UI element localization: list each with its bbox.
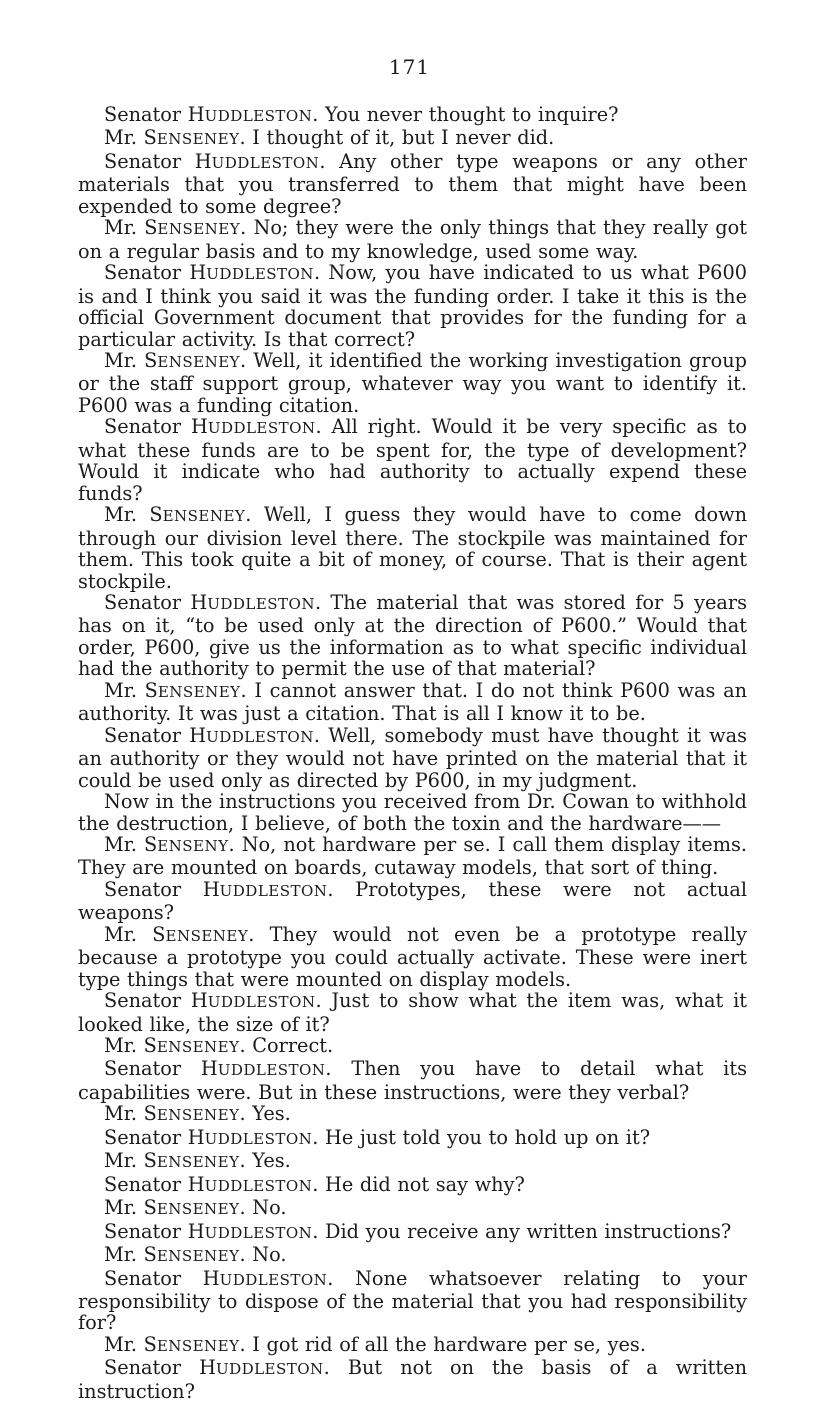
speaker-name: Mr. SENSENEY.	[104, 216, 254, 240]
transcript-paragraph: Mr. SENSENEY. Well, it identified the working investigation group or the staff support group, whatever way you want to identify it. P600 was a funding citation.	[78, 348, 747, 417]
speaker-name: Senator HUDDLESTON.	[104, 590, 331, 614]
speaker-name: Senator HUDDLESTON.	[104, 1266, 356, 1290]
transcript-paragraph: Mr. SENSENEY. No.	[104, 1196, 287, 1220]
transcript-paragraph: Mr. SENSENEY. I got rid of all the hardware per se, yes.	[104, 1332, 646, 1356]
transcript-paragraph: Senator HUDDLESTON. Then you have to detail what its capabilities were. But in these instructions, were they verbal?	[78, 1057, 747, 1104]
transcript-paragraph: Senator HUDDLESTON. Just to show what the item was, what it looked like, the size of it?	[78, 989, 747, 1036]
transcript	[78, 104, 747, 1402]
speaker-name: Mr. SENSENEY.	[104, 922, 270, 946]
transcript-paragraph: Now in the instructions you received from Dr. Cowan to withhold the destruction, I believe, of both the toxin and the hardware——	[78, 790, 747, 835]
speaker-name: Senator HUDDLESTON.	[104, 1057, 352, 1081]
speaker-name: Mr. SENSENEY.	[104, 1149, 253, 1173]
speaker-name: Senator HUDDLESTON.	[104, 103, 326, 126]
speaker-name: Mr. SENSENY.	[104, 832, 242, 856]
transcript-paragraph: Senator HUDDLESTON. But not on the basis of a written instruction?	[78, 1356, 747, 1403]
speaker-name: Senator HUDDLESTON.	[104, 1172, 326, 1196]
transcript-paragraph: Senator HUDDLESTON. You never thought to inquire?	[104, 103, 619, 126]
transcript-paragraph: Mr. SENSENEY. Correct.	[104, 1034, 334, 1058]
speaker-name: Mr. SENSENEY.	[104, 1034, 253, 1058]
transcript-paragraph: Senator HUDDLESTON. Prototypes, these were not actual weapons?	[78, 877, 747, 925]
transcript-paragraph: Mr. SENSENY. No, not hardware per se. I call them display items. They are mounted on boards, cutaway models, that sort of thing.	[78, 832, 748, 880]
speaker-name: Mr. SENSENEY.	[104, 503, 264, 527]
speaker-name: Senator HUDDLESTON.	[104, 149, 340, 173]
transcript-paragraph: Mr. SENSENEY. No.	[104, 1243, 287, 1267]
speaker-name: Mr. SENSENEY.	[104, 348, 254, 372]
transcript-paragraph: Mr. SENSENEY. I thought of it, but I never did.	[104, 126, 555, 150]
speaker-name: Senator HUDDLESTON.	[104, 1356, 348, 1380]
speaker-name: Senator HUDDLESTON.	[104, 723, 329, 747]
transcript-paragraph: Senator HUDDLESTON. Now, you have indicated to us what P600 is and I think you said it was the funding order. I take it this is the official Government document that provides for the funding for a particular activity. Is that correct?	[78, 261, 747, 351]
transcript-paragraph: Mr. SENSENEY. No; they were the only things that they really got on a regular basis and to my knowledge, used some way.	[78, 216, 747, 263]
speaker-name: Senator HUDDLESTON.	[104, 989, 332, 1013]
transcript-paragraph: Mr. SENSENEY. I cannot answer that. I do not think P600 was an authority. It was just a citation. That is all I know it to be.	[78, 678, 748, 726]
speaker-name: Mr. SENSENEY.	[104, 1243, 253, 1267]
transcript-paragraph: Senator HUDDLESTON. None whatsoever relating to your responsibility to dispose of the material that you had responsibility for?	[78, 1266, 747, 1335]
transcript-paragraph: Mr. SENSENEY. Yes.	[104, 1102, 291, 1126]
transcript-paragraph: Senator HUDDLESTON. He did not say why?	[104, 1172, 525, 1196]
speaker-name: Mr. SENSENEY.	[104, 1196, 253, 1220]
speaker-name: Senator HUDDLESTON.	[104, 261, 329, 285]
speaker-name: Mr. SENSENEY.	[104, 1332, 253, 1356]
transcript-paragraph: Mr. SENSENEY. Yes.	[104, 1149, 291, 1173]
transcript-paragraph: Senator HUDDLESTON. Did you receive any written instructions?	[104, 1219, 732, 1243]
speaker-name: Senator HUDDLESTON.	[104, 877, 356, 901]
transcript-paragraph: Senator HUDDLESTON. Well, somebody must have thought it was an authority or they would not have printed on the material that it could be used only as directed by P600, in my judgment.	[78, 723, 747, 792]
speaker-name: Senator HUDDLESTON.	[104, 415, 332, 439]
transcript-paragraph: Senator HUDDLESTON. He just told you to hold up on it?	[104, 1125, 651, 1149]
speaker-name: Senator HUDDLESTON.	[104, 1219, 326, 1243]
speaker-name: Mr. SENSENEY.	[104, 126, 253, 150]
speaker-name: Mr. SENSENEY.	[104, 678, 255, 702]
transcript-paragraph: Mr. SENSENEY. They would not even be a prototype really because a prototype you could actually activate. These were inert type things that were mounted on display models.	[78, 922, 748, 991]
transcript-paragraph: Senator HUDDLESTON. Any other type weapons or any other materials that you transferred to them that might have been expended to some degree?	[78, 149, 747, 218]
transcript-paragraph: Mr. SENSENEY. Well, I guess they would have to come down through our division level there. The stockpile was maintained for them. This took quite a bit of money, of course. That is their agent stockpile.	[78, 503, 747, 593]
transcript-paragraph: Senator HUDDLESTON. The material that was stored for 5 years has on it, “to be used only at the direction of P600.” Would that order, P600, give us the information as to what specific individual had the authority to permit the use of that material?	[78, 590, 747, 681]
transcript-paragraph: Senator HUDDLESTON. All right. Would it be very specific as to what these funds are to be spent for, the type of development? Would it indicate who had authority to actually expend these funds?	[78, 415, 747, 505]
page-number: 171	[388, 55, 431, 79]
speaker-name: Mr. SENSENEY.	[104, 1102, 253, 1126]
speaker-name: Senator HUDDLESTON.	[104, 1125, 326, 1149]
